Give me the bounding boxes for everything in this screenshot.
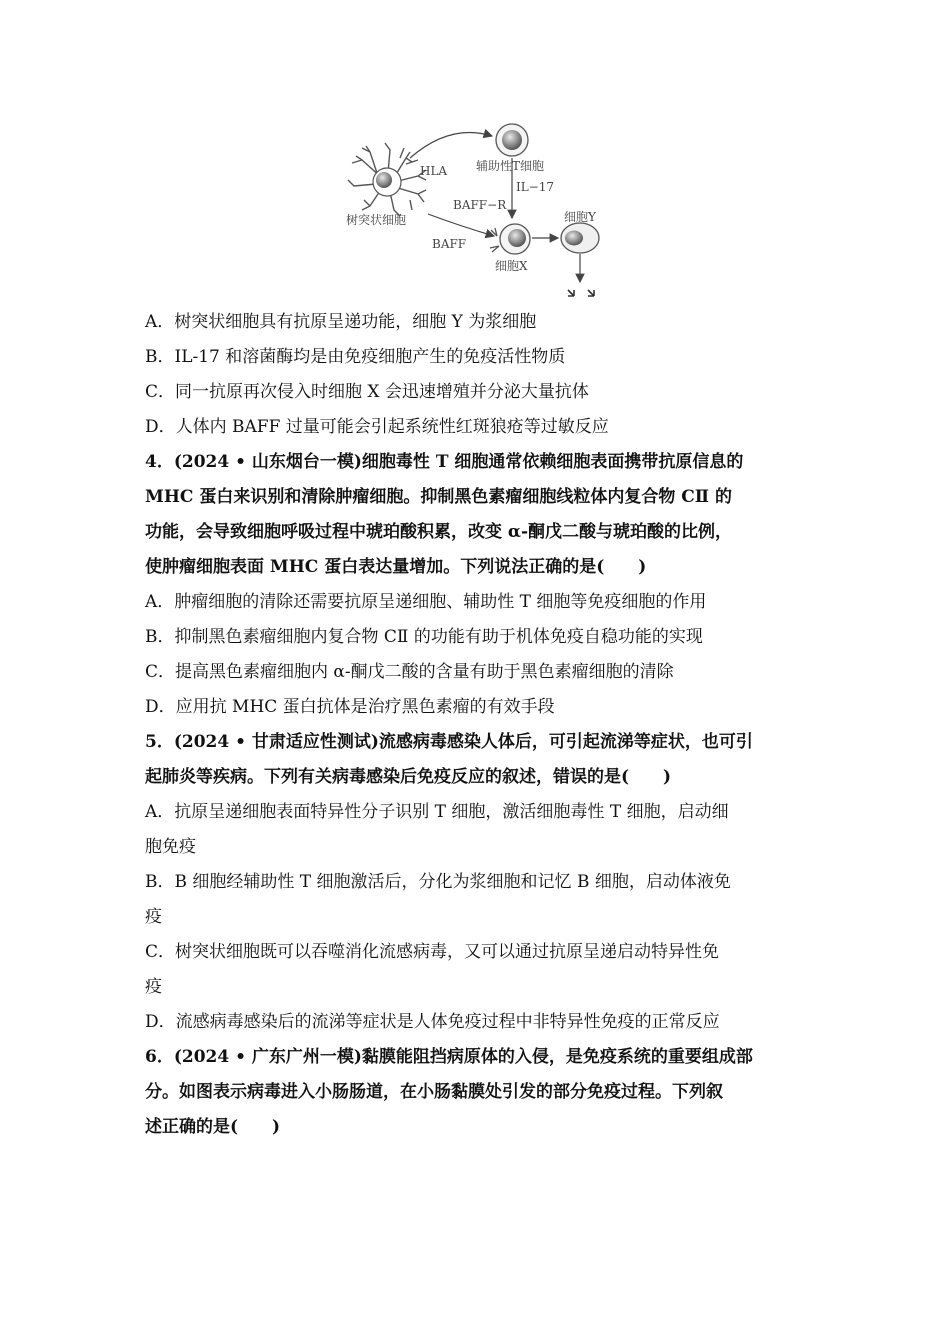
option-line: C．树突状细胞既可以吞噬消化流感病毒，又可以通过抗原呈递启动特异性免 [145,942,720,962]
label-baff: BAFF [432,237,467,251]
option-line: D．应用抗 MHC 蛋白抗体是治疗黑色素瘤的有效手段 [145,697,555,717]
cell-y-icon [561,223,599,253]
arrow-dc-to-cell-x [428,214,494,236]
option-line: A．树突状细胞具有抗原呈递功能，细胞 Y 为浆细胞 [145,312,537,332]
question-stem-line: MHC 蛋白来识别和清除肿瘤细胞。抑制黑色素瘤细胞线粒体内复合物 CⅡ 的 [145,487,733,507]
label-cell-x: 细胞X [495,259,528,273]
option-line: B．抑制黑色素瘤细胞内复合物 CⅡ 的功能有助于机体免疫自稳功能的实现 [145,627,703,647]
label-cell-y: 细胞Y [564,210,596,224]
immune-diagram [340,118,620,308]
question-stem-line: 分。如图表示病毒进入小肠肠道，在小肠黏膜处引发的部分免疫过程。下列叙 [145,1082,723,1102]
label-helper-t: 辅助性T细胞 [476,159,545,173]
option-line: C．提高黑色素瘤细胞内 α-酮戊二酸的含量有助于黑色素瘤细胞的清除 [145,662,674,682]
question-stem-line: 6．(2024 • 广东广州一模)黏膜能阻挡病原体的入侵，是免疫系统的重要组成部 [145,1047,753,1067]
arrow-dc-to-helper-t [410,132,492,158]
cell-x-icon [490,224,530,254]
label-il17: IL−17 [516,180,555,194]
question-stem-line: 功能，会导致细胞呼吸过程中琥珀酸积累，改变 α-酮戊二酸与琥珀酸的比例， [145,522,733,542]
option-line: B．IL-17 和溶菌酶均是由免疫细胞产生的免疫活性物质 [145,347,566,367]
option-line: 疫 [145,977,162,997]
question-5 [145,725,810,1040]
question-4 [145,445,810,725]
option-line: 胞免疫 [145,837,196,857]
label-baff-r: BAFF−R [453,198,507,212]
antibody-icon [568,290,594,296]
question-content [145,305,810,1145]
label-dendritic: 树突状细胞 [346,213,407,227]
option-line: 疫 [145,907,162,927]
question-stem-line: 4．(2024 • 山东烟台一模)细胞毒性 T 细胞通常依赖细胞表面携带抗原信息的 [145,452,744,472]
option-line: D．流感病毒感染后的流涕等症状是人体免疫过程中非特异性免疫的正常反应 [145,1012,720,1032]
option-line: A．肿瘤细胞的清除还需要抗原呈递细胞、辅助性 T 细胞等免疫细胞的作用 [145,592,707,612]
label-hla: HLA [420,164,448,178]
q3-option-list [145,305,810,445]
option-line: C．同一抗原再次侵入时细胞 X 会迅速增殖并分泌大量抗体 [145,382,589,402]
question-stem-line: 5．(2024 • 甘肃适应性测试)流感病毒感染人体后，可引起流涕等症状，也可引 [145,732,753,752]
option-line: B．B 细胞经辅助性 T 细胞激活后，分化为浆细胞和记忆 B 细胞，启动体液免 [145,872,731,892]
helper-t-cell-icon [496,124,528,156]
option-line: A．抗原呈递细胞表面特异性分子识别 T 细胞，激活细胞毒性 T 细胞，启动细 [145,802,729,822]
option-line: D．人体内 BAFF 过量可能会引起系统性红斑狼疮等过敏反应 [145,417,609,437]
question-6 [145,1040,810,1145]
question-stem-line: 起肺炎等疾病。下列有关病毒感染后免疫反应的叙述，错误的是( ) [145,767,672,787]
question-stem-line: 述正确的是( ) [145,1117,281,1137]
question-stem-line: 使肿瘤细胞表面 MHC 蛋白表达量增加。下列说法正确的是( ) [145,557,647,577]
